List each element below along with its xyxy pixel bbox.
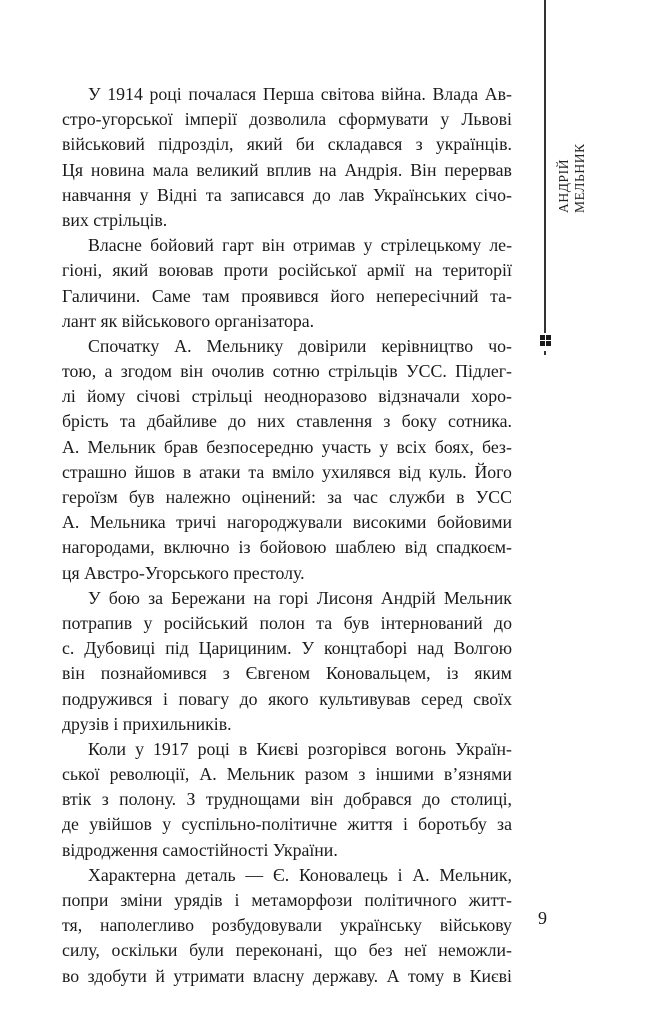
text-line: с. Дубовиці під Царициним. У концтаборі над Волгою bbox=[62, 638, 512, 659]
text-line: лант як військового організатора. bbox=[62, 310, 315, 331]
text-line: відродження самостійності України. bbox=[62, 839, 338, 860]
text-line: навчання у Відні та записався до лав Українських січо- bbox=[62, 184, 512, 205]
text-line: Спочатку А. Мельнику довірили керівництво чо- bbox=[88, 335, 512, 356]
text-line: А. Мельника тричі нагороджували високими бойовими bbox=[62, 512, 512, 533]
text-line: Власне бойовий гарт він отримав у стрілецькому ле- bbox=[88, 235, 512, 256]
text-line: гіоні, який воював проти російської армії на території bbox=[62, 260, 512, 281]
text-line: де увійшов у суспільно-політичне життя і боротьбу за bbox=[62, 814, 512, 835]
text-line: Характерна деталь — Є. Коновалець і А. Мельник, bbox=[88, 864, 512, 885]
text-line: во здобути й утримати власну державу. А тому в Києві bbox=[62, 965, 512, 986]
text-line: нагородами, включно із бойовою шаблею від спадкоєм- bbox=[62, 537, 512, 558]
text-line: друзів і прихильників. bbox=[62, 713, 232, 734]
text-line: втік з полону. З труднощами він добрався до столиці, bbox=[62, 789, 512, 810]
text-line: силу, оскільки були переконані, що без неї неможли- bbox=[62, 940, 512, 961]
text-line: потрапив у російський полон та був інтернований до bbox=[62, 612, 512, 633]
text-line: ця Австро-Угорського престолу. bbox=[62, 562, 305, 583]
side-rule bbox=[544, 0, 546, 333]
text-line: тя, наполегливо розбудовували українську військову bbox=[62, 915, 512, 936]
text-line: страшно йшов в атаки та вміло ухилявся від куль. Його bbox=[62, 461, 512, 482]
running-head: АНДРІЙ МЕЛЬНИК bbox=[556, 143, 587, 213]
text-line: він познайомився з Євгеном Коновальцем, із яким bbox=[62, 663, 512, 684]
text-line: ської революції, А. Мельник разом з іншими в’язнями bbox=[62, 764, 512, 785]
text-line: Ця новина мала великий вплив на Андрія. Він перервав bbox=[62, 159, 512, 180]
text-line: лі йому січові стрільці неодноразово відзначали хоро- bbox=[62, 386, 512, 407]
section-marker-icon bbox=[538, 333, 552, 351]
text-line: брість та дбайливе до них ставлення з боку сотника. bbox=[62, 411, 512, 432]
text-line: У бою за Бережани на горі Лисоня Андрій Мельник bbox=[88, 587, 512, 608]
text-line: попри зміни урядів і метаморфози політичного житт- bbox=[62, 890, 512, 910]
text-line: стро-угорської імперії дозволила сформувати у Львові bbox=[62, 109, 512, 130]
text-line: тою, а згодом він очолив сотню стрільців УСС. Підлег- bbox=[62, 361, 512, 382]
text-line: Галичини. Саме там проявився його непересічний та- bbox=[62, 285, 512, 306]
text-line: героїзм був належно оцінений: за час служби в УСС bbox=[62, 487, 512, 507]
text-line: вих стрільців. bbox=[62, 209, 168, 230]
page-number: 9 bbox=[538, 908, 547, 928]
text-line: А. Мельник брав безпосередню участь у всіх боях, без- bbox=[62, 436, 512, 457]
text-line: подружився і повагу до якого культивував серед своїх bbox=[62, 688, 512, 709]
text-line: Коли у 1917 році в Києві розгорівся вогонь Україн- bbox=[88, 738, 512, 759]
text-line: У 1914 році почалася Перша світова війна. Влада Ав- bbox=[88, 84, 512, 104]
text-line: військовий підрозділ, який би складався з українців. bbox=[62, 134, 512, 155]
body-text bbox=[62, 82, 512, 989]
side-rule-lower bbox=[544, 351, 546, 355]
